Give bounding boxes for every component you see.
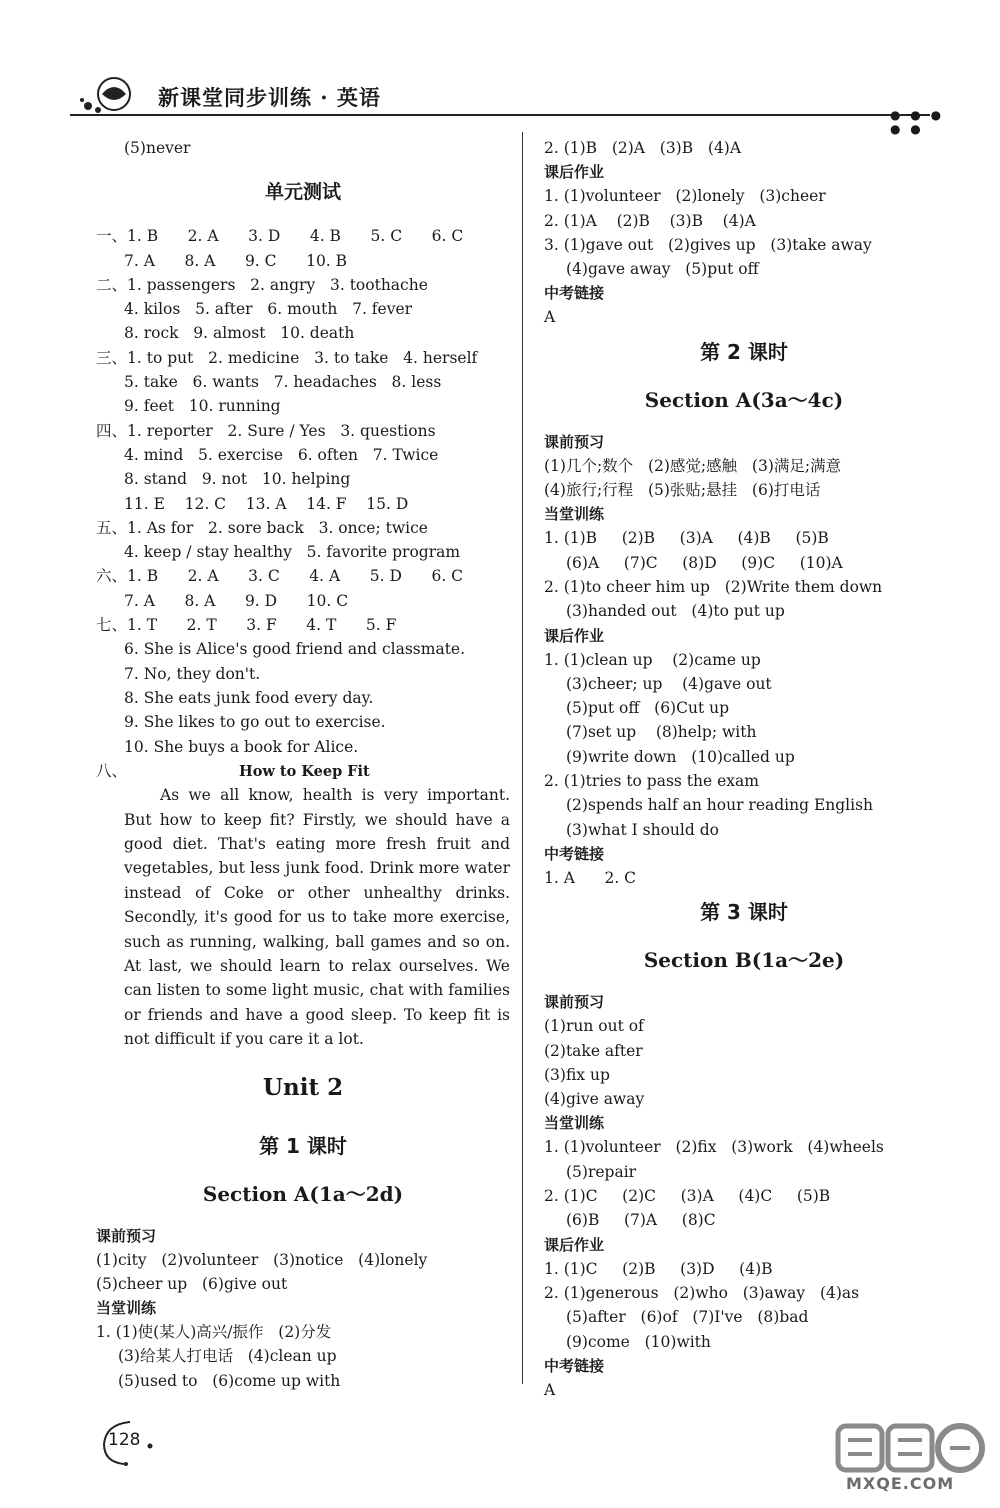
column-divider <box>522 132 523 1384</box>
watermark <box>820 1418 992 1504</box>
header-dots: ● ● ● ● ● <box>890 108 945 136</box>
lesson-heading: 第 1 课时 <box>259 1133 347 1158</box>
answer-line: 三、1. to put 2. medicine 3. to take 4. herself <box>96 348 478 367</box>
answer-line: (3)fix up <box>544 1065 610 1084</box>
page-number-badge <box>100 1418 156 1468</box>
essay-title: How to Keep Fit <box>239 762 370 780</box>
subheading-homework: 课后作业 <box>544 626 605 645</box>
answer-line: (3)what I should do <box>566 820 719 839</box>
subheading-classwork: 当堂训练 <box>544 1114 605 1133</box>
answer-line: (5)cheer up (6)give out <box>96 1274 288 1293</box>
answer-line: 1. (1)使(某人)高兴/振作 (2)分发 <box>96 1323 332 1342</box>
answer-line: 1. (1)C (2)B (3)D (4)B <box>544 1259 773 1278</box>
answer-line: (7)set up (8)help; with <box>566 723 757 742</box>
subheading-preview: 课前预习 <box>96 1226 157 1245</box>
answer-line: 10. She buys a book for Alice. <box>124 737 359 756</box>
essay-heading-line <box>96 759 510 783</box>
answer-line: (4)旅行;行程 (5)张贴;悬挂 (6)打电话 <box>544 481 821 500</box>
essay-body <box>96 783 510 1051</box>
book-logo-icon <box>78 76 140 116</box>
section-heading: Section B(1a～2e) <box>643 948 845 973</box>
watermark-text: MXQE.COM <box>846 1474 955 1493</box>
answer-line: 六、1. B 2. A 3. C 4. A 5. D 6. C <box>96 567 464 586</box>
essay-text: As we all know, health is very important. But how to keep fit? Firstly, we should have a good diet. That's eating more fresh fruit and vegetables, but less junk food. Drink more water instead of Coke or other unhealthy drinks. Secondly, it's good for us to take more exercise, such as running, walking, ball games and so on. At last, we should learn to relax ourselves. We can listen to some light music, chat with families or friends and have a good sleep. To keep fit is not difficult if you care it a lot. <box>124 786 510 1049</box>
answer-line: A <box>544 308 556 327</box>
answer-line: 8. rock 9. almost 10. death <box>124 324 355 343</box>
section-heading: Section A(3a～4c) <box>644 387 844 412</box>
subheading-homework: 课后作业 <box>544 163 605 182</box>
answer-line: (5)never <box>124 139 191 157</box>
subheading-exam-link: 中考链接 <box>544 284 605 303</box>
subheading-exam-link: 中考链接 <box>544 1356 605 1375</box>
answer-line: (1)几个;数个 (2)感觉;感触 (3)满足;满意 <box>544 456 842 475</box>
answer-line: A <box>544 1380 556 1399</box>
answer-line: 7. No, they don't. <box>124 664 261 683</box>
answer-line: 一、1. B 2. A 3. D 4. B 5. C 6. C <box>96 227 464 246</box>
answer-line: 3. (1)gave out (2)gives up (3)take away <box>544 235 872 254</box>
lesson-heading: 第 2 课时 <box>700 339 788 364</box>
answer-line: 2. (1)tries to pass the exam <box>544 772 759 791</box>
answer-line: (3)给某人打电话 (4)clean up <box>118 1347 337 1366</box>
answer-line: (1)run out of <box>544 1017 644 1036</box>
subheading-exam-link: 中考链接 <box>544 844 605 863</box>
answer-line: 8. She eats junk food every day. <box>124 688 374 707</box>
answer-line: 1. (1)volunteer (2)lonely (3)cheer <box>544 187 826 206</box>
answer-line: (9)come (10)with <box>566 1332 711 1351</box>
unit-test-heading: 单元测试 <box>264 181 341 204</box>
answer-line: 9. She likes to go out to exercise. <box>124 713 386 732</box>
unit-heading: Unit 2 <box>262 1073 344 1101</box>
answer-line: 5. take 6. wants 7. headaches 8. less <box>124 373 442 392</box>
answer-line: 6. She is Alice's good friend and classmate. <box>124 640 466 659</box>
essay-label: 八、 <box>96 761 128 780</box>
answer-line: (5)repair <box>566 1162 637 1181</box>
answer-line: (2)take after <box>544 1041 643 1060</box>
left-column <box>96 136 510 1393</box>
answer-line: 7. A 8. A 9. D 10. C <box>124 591 349 610</box>
answer-line: (3)cheer; up (4)gave out <box>566 674 772 693</box>
answer-line: 7. A 8. A 9. C 10. B <box>124 251 348 270</box>
answer-line: 1. A 2. C <box>544 868 637 887</box>
answer-line: 2. (1)C (2)C (3)A (4)C (5)B <box>544 1187 831 1206</box>
answer-line: 五、1. As for 2. sore back 3. once; twice <box>96 518 428 537</box>
answer-line: (5)used to (6)come up with <box>118 1371 341 1390</box>
answer-line: (4)give away <box>544 1090 645 1109</box>
answer-line: (6)A (7)C (8)D (9)C (10)A <box>566 553 843 572</box>
subheading-classwork: 当堂训练 <box>544 505 605 524</box>
header-title: 新课堂同步训练 · 英语 <box>158 85 381 110</box>
answer-line: 1. (1)B (2)B (3)A (4)B (5)B <box>544 529 829 548</box>
answer-line: (2)spends half an hour reading English <box>566 796 874 815</box>
answer-line: 9. feet 10. running <box>124 397 281 416</box>
answer-line: (6)B (7)A (8)C <box>566 1211 716 1230</box>
answer-line: 2. (1)A (2)B (3)B (4)A <box>544 211 756 230</box>
page-header <box>70 74 950 134</box>
answer-line: 4. keep / stay healthy 5. favorite program <box>124 543 461 562</box>
answer-line: (1)city (2)volunteer (3)notice (4)lonely <box>96 1250 428 1269</box>
answer-line: 8. stand 9. not 10. helping <box>124 470 351 489</box>
answer-line: 1. (1)clean up (2)came up <box>544 650 761 669</box>
answer-line: 4. mind 5. exercise 6. often 7. Twice <box>124 445 439 464</box>
answer-line: 2. (1)B (2)A (3)B (4)A <box>544 139 742 157</box>
answer-line: 四、1. reporter 2. Sure / Yes 3. questions <box>96 421 436 440</box>
page-number: 128 <box>108 1430 141 1450</box>
header-rule <box>70 114 930 116</box>
answer-line: (3)handed out (4)to put up <box>566 602 785 621</box>
subheading-homework: 课后作业 <box>544 1235 605 1254</box>
section-heading: Section A(1a～2d) <box>202 1181 404 1206</box>
answer-line: 11. E 12. C 13. A 14. F 15. D <box>124 494 409 513</box>
answer-line: 二、1. passengers 2. angry 3. toothache <box>96 275 428 294</box>
answer-line: 4. kilos 5. after 6. mouth 7. fever <box>124 300 413 319</box>
answer-line: (9)write down (10)called up <box>566 747 795 766</box>
answer-line: 1. (1)volunteer (2)fix (3)work (4)wheels <box>544 1138 884 1157</box>
answer-line: 2. (1)generous (2)who (3)away (4)as <box>544 1283 860 1302</box>
answer-line: (5)after (6)of (7)I've (8)bad <box>566 1308 809 1327</box>
right-column <box>544 136 944 1402</box>
subheading-preview: 课前预习 <box>544 432 605 451</box>
lesson-heading: 第 3 课时 <box>700 900 788 925</box>
subheading-preview: 课前预习 <box>544 993 605 1012</box>
answer-line: (5)put off (6)Cut up <box>566 699 729 718</box>
answer-line: 七、1. T 2. T 3. F 4. T 5. F <box>96 616 397 635</box>
answer-line: (4)gave away (5)put off <box>566 260 759 279</box>
answer-line: 2. (1)to cheer him up (2)Write them down <box>544 577 883 596</box>
subheading-classwork: 当堂训练 <box>96 1299 157 1318</box>
watermark-logo-icon <box>820 1418 992 1478</box>
